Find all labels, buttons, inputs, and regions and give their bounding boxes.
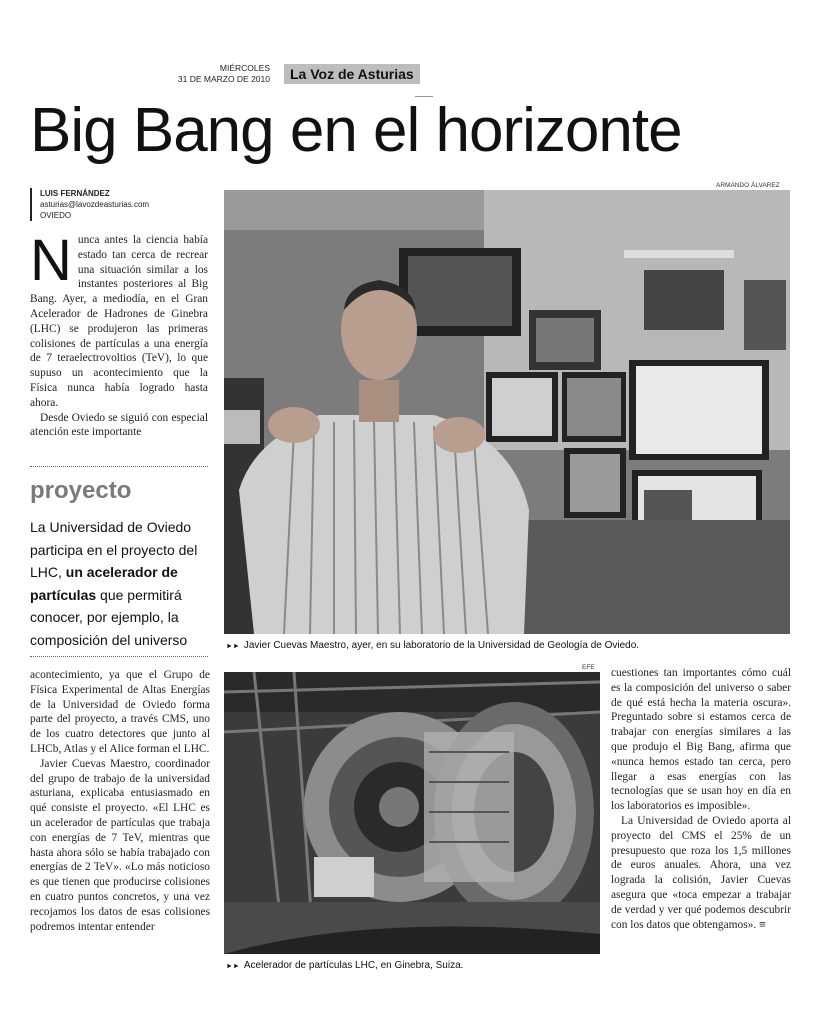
- date: 31 DE MARZO DE 2010: [177, 74, 270, 84]
- pullquote-text-end: que permitirá conocer, por ejemplo, la composición del universo: [30, 586, 188, 648]
- column1-paragraph-1: acontecimiento, ya que el Grupo de Física Experimental de Altas Energías de la Universidad de Oviedo forma parte del proyecto, a través CMS, uno de los cuatro detectores que junto al LHCb, Atlas y el Alice forman el LHC.: [30, 669, 210, 755]
- lead-text: [30, 228, 208, 440]
- dotted-divider: [30, 466, 208, 467]
- drop-cap: N: [30, 228, 72, 293]
- headline: Big Bang en el horizonte: [30, 96, 682, 165]
- main-photo-caption: [226, 640, 639, 651]
- author-name: LUIS FERNÁNDEZ: [40, 189, 110, 198]
- pullquote-title: proyecto: [30, 477, 132, 504]
- lab-photo-illustration: [224, 190, 790, 634]
- column3-paragraph-2: [611, 814, 791, 932]
- caption-arrows: ►►: [226, 643, 240, 650]
- main-photo: [224, 190, 790, 634]
- dateline: [150, 63, 270, 85]
- column3-paragraph-2-text: La Universidad de Oviedo aporta al proyecto del CMS el 25% de un presupuesto que roza los 1,5 millones de euros anuales. Ahora, una vez lograda la colisión, Javier Cuevas asegura que «toca empezar a trabajar de verdad y ver qué podemos descubrir con los datos que obtengamos».: [611, 814, 791, 931]
- newspaper-name: La Voz de Asturias: [284, 64, 420, 84]
- main-caption-text: Javier Cuevas Maestro, ayer, en su laboratorio de la Universidad de Geología de Oviedo.: [243, 640, 640, 651]
- pullquote-bold-text: un acelerador de partículas: [30, 564, 178, 603]
- pullquote-text-start: La Universidad de Oviedo participa en el proyecto del LHC,: [30, 519, 198, 580]
- dotted-divider: [30, 656, 208, 657]
- column1-paragraph-2: Javier Cuevas Maestro, coordinador del grupo de trabajo de la universidad asturiana, explicaba entusiasmado en qué consiste el proyecto. «El LHC es un acelerador de partículas que trabaja con energías de 7 TeV, mientras que hasta ahora sólo se había trabajado con energías de 2 TeV». «Lo más noticioso es que tienen que producirse colisiones en cuatro puntos concretos, y una vez recojamos los datos de esas colisiones podremos intentar entender: [30, 757, 210, 933]
- accelerator-photo-illustration: [224, 672, 600, 954]
- second-caption-text: Acelerador de partículas LHC, en Ginebra, Suiza.: [243, 960, 464, 971]
- byline-location: OVIEDO: [40, 211, 72, 220]
- second-photo-caption: [226, 960, 463, 971]
- photo-credit-second: EFE: [582, 664, 595, 671]
- byline: [30, 188, 149, 221]
- lead-paragraph-2: Desde Oviedo se siguió con especial atención este importante: [30, 411, 208, 439]
- column3-paragraph-1: cuestiones tan importantes cómo cuál es la composición del universo o saber de qué está hecha la materia oscura». Preguntado sobre si estamos cerca de trabajar con energías similares a las que produjo el Big Bang, afirma que «nunca hemos estado tan cerca, pero llegar a esas energías con las tecnologías que se usan hoy en día en los laboratorios es imposible».: [611, 667, 791, 813]
- end-mark: ≡: [759, 918, 766, 931]
- lead-paragraph-1-text: unca antes la ciencia había estado tan cerca de recrear una situación similar a los instantes posteriores al Big Bang. Ayer, a mediodía, en el Gran Acelerador de Hadrones de Ginebra (LHC) se produjeron las primeras colisiones de partículas a una energía de 7 teraelectrovoltios (TeV), lo que supuso un acontecimiento que la Física nunca había logrado hasta ahora.: [30, 234, 208, 409]
- caption-arrows: ►►: [226, 963, 240, 970]
- weekday: MIÉRCOLES: [219, 63, 270, 73]
- accelerator-photo: [224, 672, 600, 954]
- author-email: asturias@lavozdeasturias.com: [40, 200, 150, 209]
- article-column-3: [611, 666, 791, 932]
- pullquote: [30, 516, 212, 651]
- photo-credit-main: ARMANDO ÁLVAREZ: [716, 182, 780, 189]
- lead-paragraph-1: [30, 228, 208, 411]
- article-column-1: [30, 668, 210, 934]
